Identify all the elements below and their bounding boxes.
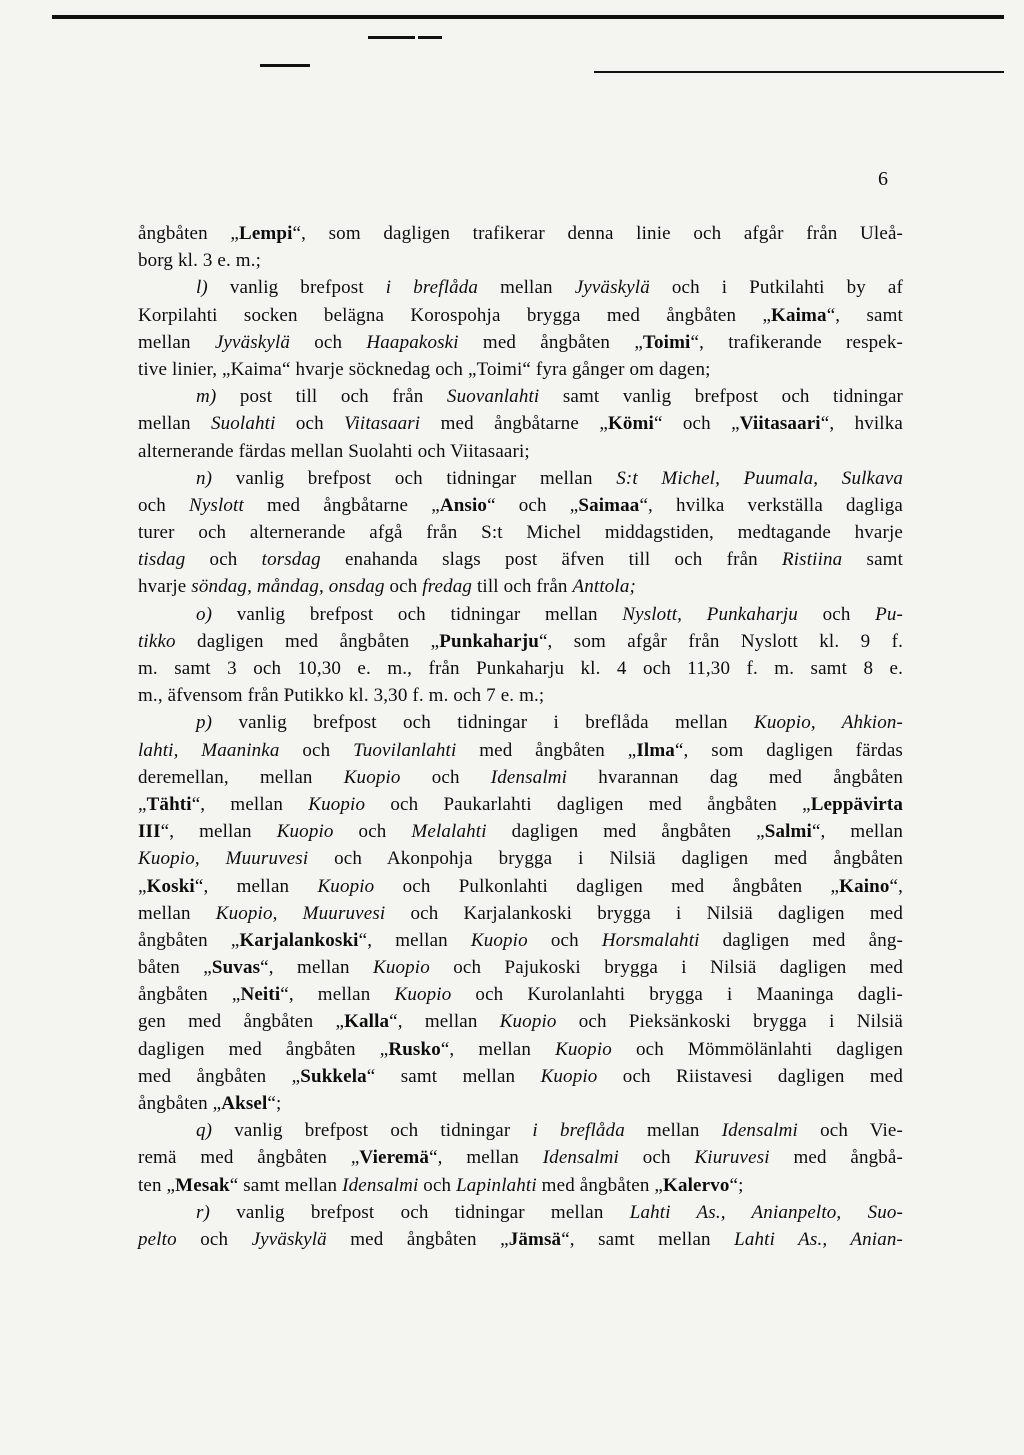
steamer-name: Mesak	[175, 1174, 230, 1196]
text-run: vanlig brefpost och tidningar mellan	[210, 1201, 630, 1223]
place-name: Pu-	[875, 603, 904, 625]
text-run: mellan	[138, 331, 215, 353]
place-name: Kuopio, Muuruvesi	[215, 902, 386, 924]
text-run: dagligen med ångbåten „	[175, 630, 440, 652]
text-run: gen med ångbåten „	[138, 1011, 345, 1033]
text-run: med ångbåten „	[138, 1065, 301, 1087]
steamer-name: Suvas	[211, 957, 261, 979]
text-run: “ och „	[653, 413, 740, 435]
text-run: “, mellan	[280, 984, 395, 1006]
text-line	[138, 954, 903, 981]
text-run: ten „	[138, 1174, 176, 1196]
steamer-name: Lempi	[239, 223, 293, 244]
place-name: Idensalmi	[721, 1120, 798, 1142]
text-line	[138, 573, 903, 600]
scan-edge-line-right	[594, 71, 1004, 73]
steamer-name: Vieremä	[359, 1147, 430, 1169]
text-run: alternerande färdas mellan Suolahti och Viitasaari;	[138, 440, 530, 462]
text-line	[138, 682, 903, 709]
text-run: vanlig brefpost och tidningar	[212, 1120, 533, 1142]
text-line	[138, 655, 903, 682]
text-run: med ångbåten „	[456, 739, 637, 761]
text-run: dagligen med ång-	[699, 929, 903, 951]
text-run: “, mellan	[260, 957, 374, 979]
text-run: och	[279, 739, 354, 761]
place-name: Suovanlahti	[446, 386, 540, 408]
scan-edge-line-dash-3	[260, 64, 310, 67]
text-run: dagligen med ångbåten „	[138, 1038, 389, 1060]
steamer-name: Jämsä	[508, 1228, 562, 1250]
text-run: med ångbåten „	[536, 1174, 664, 1196]
text-line	[138, 845, 903, 872]
text-run: och Riistavesi dagligen med	[597, 1065, 904, 1087]
text-line	[138, 628, 903, 655]
text-run: samt	[842, 549, 904, 571]
place-name: Idensalmi	[490, 766, 568, 788]
text-run: “, mellan	[160, 821, 277, 843]
steamer-name: Kaima	[771, 304, 827, 326]
steamer-name: Kalla	[344, 1011, 390, 1033]
place-name: Ristiina	[782, 549, 843, 571]
text-line	[138, 764, 903, 791]
text-run: och Akonpohja brygga i Nilsiä dagligen med ångbåten	[308, 848, 903, 870]
text-run: “, mellan	[811, 821, 904, 843]
place-name: Kuopio, Ahkion-	[754, 712, 903, 734]
place-name: torsdag	[261, 549, 321, 571]
text-line	[138, 302, 903, 329]
text-run: och	[619, 1147, 695, 1169]
place-name: l)	[196, 277, 208, 299]
text-line	[138, 927, 903, 954]
steamer-name: Salmi	[764, 821, 812, 843]
place-name: Horsmalahti	[601, 929, 700, 951]
text-run: “, som dagligen trafikerar denna linie och afgår från Uleå-	[292, 223, 903, 244]
place-name: r)	[196, 1201, 211, 1223]
text-run: och	[290, 331, 367, 353]
place-name: fredag	[422, 576, 473, 598]
text-run: “;	[729, 1174, 744, 1196]
text-line	[138, 900, 903, 927]
text-line	[138, 601, 903, 628]
place-name: Idensalmi	[542, 1147, 619, 1169]
text-line	[138, 410, 903, 437]
scan-edge-line-dash-2	[418, 36, 442, 39]
place-name: Melalahti	[411, 821, 487, 843]
steamer-name: Tähti	[146, 793, 192, 815]
text-run: „	[138, 793, 147, 815]
steamer-name: Rusko	[388, 1038, 441, 1060]
text-run: mellan	[624, 1120, 722, 1142]
text-line	[138, 737, 903, 764]
place-name: söndag, måndag, onsdag	[191, 576, 385, 598]
text-run: med ångbå-	[769, 1147, 903, 1169]
place-name: m)	[196, 386, 217, 408]
place-name: Viitasaari	[344, 413, 421, 435]
text-run: ångbåten „	[138, 223, 239, 244]
text-line	[138, 356, 903, 383]
text-line	[138, 1172, 903, 1199]
text-line	[138, 709, 903, 736]
text-run: “,	[889, 875, 903, 897]
steamer-name: Sukkela	[300, 1065, 367, 1087]
text-run: deremellan, mellan	[138, 766, 344, 788]
place-name: Kuopio	[394, 984, 452, 1006]
text-run: “ och „	[487, 494, 579, 516]
place-name: Jyväskylä	[574, 277, 650, 299]
text-line	[138, 465, 903, 492]
place-name: Kuopio	[540, 1065, 598, 1087]
text-line	[138, 220, 903, 247]
text-run: “;	[267, 1093, 282, 1114]
steamer-name: Kalervo	[663, 1174, 730, 1196]
text-run: remä med ångbåten „	[138, 1147, 360, 1169]
text-line	[138, 981, 903, 1008]
text-run: med ångbåtarne „	[243, 494, 440, 516]
place-name: tisdag	[138, 549, 186, 571]
text-run: vanlig brefpost	[207, 277, 386, 299]
text-run: “ samt mellan	[229, 1174, 343, 1196]
text-run: “, hvilka verkställa dagliga	[639, 494, 903, 516]
text-run: båten „	[138, 957, 212, 979]
place-name: tikko	[138, 630, 176, 652]
text-run: mellan	[138, 902, 216, 924]
text-run: och Karjalankoski brygga i Nilsiä dagligen med	[385, 902, 903, 924]
text-line	[138, 519, 903, 546]
text-run: “, mellan	[194, 875, 318, 897]
text-line	[138, 329, 903, 356]
place-name: Kiuruvesi	[694, 1147, 770, 1169]
body-text	[138, 220, 903, 1253]
text-line	[138, 818, 903, 845]
place-name: Kuopio	[276, 821, 334, 843]
steamer-name: Saimaa	[578, 494, 640, 516]
text-run: ångbåten „	[138, 929, 240, 951]
text-run: och	[418, 1174, 457, 1196]
text-run: och	[400, 766, 491, 788]
place-name: Kuopio	[317, 875, 375, 897]
steamer-name: Kaino	[839, 875, 890, 897]
text-run: och	[384, 576, 423, 598]
text-run: och Pulkonlahti dagligen med ångbåten „	[374, 875, 840, 897]
text-line	[138, 1199, 903, 1226]
text-line	[138, 791, 903, 818]
text-line	[138, 492, 903, 519]
text-run: m. samt 3 och 10,30 e. m., från Punkaharju kl. 4 och 11,30 f. m. samt 8 e.	[138, 658, 903, 679]
text-run: och	[275, 413, 345, 435]
place-name: Anttola;	[572, 576, 636, 598]
text-run: och	[185, 549, 262, 571]
text-run: och	[527, 929, 602, 951]
text-run: och	[797, 603, 876, 625]
place-name: Jyväskylä	[214, 331, 291, 353]
text-run: mellan	[478, 277, 575, 299]
place-name: S:t Michel, Puumala, Sulkava	[616, 467, 903, 489]
steamer-name: Ansio	[439, 494, 488, 516]
text-run: “, som dagligen färdas	[674, 739, 903, 761]
text-run: “, mellan	[358, 929, 471, 951]
text-run: hvarannan dag med ångbåten	[567, 766, 904, 788]
place-name: Tuovilanlahti	[353, 739, 457, 761]
text-run: enahanda slags post äfven till och från	[320, 549, 782, 571]
text-run: och	[138, 494, 190, 516]
text-run: och	[333, 821, 412, 843]
place-name: p)	[196, 712, 213, 734]
place-name: Kuopio, Muuruvesi	[138, 848, 309, 870]
text-run: samt vanlig brefpost och tidningar	[539, 386, 904, 408]
text-line	[138, 1063, 903, 1090]
place-name: Idensalmi	[342, 1174, 419, 1196]
place-name: i breflåda	[385, 277, 479, 299]
text-run: “, mellan	[429, 1147, 543, 1169]
text-run: mellan	[138, 413, 211, 435]
text-run: och Paukarlahti dagligen med ångbåten „	[365, 793, 811, 815]
text-run: “, mellan	[389, 1011, 500, 1033]
place-name: Kuopio	[343, 766, 401, 788]
text-run: med ångbåten „	[326, 1228, 509, 1250]
place-name: Jyväskylä	[251, 1228, 327, 1250]
text-line	[138, 1036, 903, 1063]
text-run: “, samt mellan	[561, 1228, 735, 1250]
text-line	[138, 274, 903, 301]
text-run: „	[138, 875, 147, 897]
steamer-name: Aksel	[221, 1093, 268, 1114]
place-name: Haapakoski	[366, 331, 459, 353]
text-run: ångbåten „	[138, 984, 241, 1006]
steamer-name: III	[138, 821, 161, 843]
steamer-name: Neiti	[240, 984, 281, 1006]
text-line	[138, 247, 903, 274]
text-run: med ångbåten „	[458, 331, 643, 353]
text-run: borg kl. 3 e. m.;	[138, 250, 262, 272]
text-run: och i Putkilahti by af	[649, 277, 903, 299]
text-line	[138, 546, 903, 573]
steamer-name: Ilma	[636, 739, 675, 761]
text-line	[138, 1226, 903, 1253]
text-run: vanlig brefpost och tidningar mellan	[212, 467, 617, 489]
text-run: vanlig brefpost och tidningar mellan	[212, 603, 623, 625]
text-run: vanlig brefpost och tidningar i breflåda mellan	[212, 712, 755, 734]
steamer-name: Viitasaari	[739, 413, 821, 435]
text-run: och Pieksänkoski brygga i Nilsiä	[556, 1011, 903, 1033]
place-name: n)	[196, 467, 213, 489]
page-number: 6	[878, 168, 888, 190]
text-run: hvarje	[138, 576, 192, 598]
text-run: och Pajukoski brygga i Nilsiä dagligen med	[429, 957, 903, 979]
place-name: pelto	[138, 1228, 177, 1250]
steamer-name: Karjalankoski	[239, 929, 359, 951]
scan-edge-line-top	[52, 15, 1004, 19]
text-run: “, samt	[826, 304, 903, 326]
text-line	[138, 1090, 903, 1117]
text-run: och Kurolanlahti brygga i Maaninga dagli-	[451, 984, 904, 1006]
text-run: tive linier, „Kaima“ hvarje söcknedag och „Toimi“ fyra gånger om dagen;	[138, 358, 711, 380]
text-line	[138, 1008, 903, 1035]
steamer-name: Koski	[146, 875, 195, 897]
text-run: “, som afgår från Nyslott kl. 9 f.	[538, 630, 903, 652]
place-name: Nyslott, Punkaharju	[622, 603, 798, 625]
text-run: “, mellan	[440, 1038, 556, 1060]
place-name: o)	[196, 603, 213, 625]
steamer-name: Toimi	[642, 331, 691, 353]
place-name: Kuopio	[470, 929, 528, 951]
place-name: q)	[196, 1120, 213, 1142]
text-run: turer och alternerande afgå från S:t Michel middagstiden, medtagande hvarje	[138, 522, 903, 544]
text-run: “, trafikerande respek-	[690, 331, 903, 353]
place-name: Lapinlahti	[456, 1174, 537, 1196]
place-name: Kuopio	[308, 793, 366, 815]
steamer-name: Leppävirta	[810, 793, 903, 815]
text-run: och	[176, 1228, 252, 1250]
place-name: Kuopio	[555, 1038, 612, 1060]
place-name: Kuopio	[499, 1011, 557, 1033]
text-run: ångbåten „	[138, 1093, 222, 1114]
place-name: lahti, Maaninka	[138, 739, 280, 761]
text-run: post till och från	[216, 386, 447, 408]
steamer-name: Kömi	[607, 413, 654, 435]
place-name: Lahti As., Anian-	[734, 1228, 903, 1250]
text-run: “, hvilka	[820, 413, 903, 435]
text-line	[138, 383, 903, 410]
text-line	[138, 873, 903, 900]
text-run: till och från	[472, 576, 573, 598]
text-line	[138, 438, 903, 465]
scan-edge-line-dash-1	[368, 36, 415, 39]
text-run: och Vie-	[798, 1120, 903, 1142]
text-run: Korpilahti socken belägna Korospohja brygga med ångbåten „	[138, 304, 772, 326]
text-run: m., äfvensom från Putikko kl. 3,30 f. m. och 7 e. m.;	[138, 685, 545, 707]
place-name: Lahti As., Anianpelto, Suo-	[629, 1201, 903, 1223]
place-name: Nyslott	[189, 494, 244, 516]
text-line	[138, 1117, 903, 1144]
text-run: dagligen med ångbåten „	[486, 821, 765, 843]
text-line	[138, 1144, 903, 1171]
place-name: Kuopio	[373, 957, 430, 979]
text-run: “ samt mellan	[366, 1065, 541, 1087]
steamer-name: Punkaharju	[439, 630, 539, 652]
text-run: och Mömmölänlahti dagligen	[611, 1038, 903, 1060]
place-name: Suolahti	[210, 413, 276, 435]
text-run: “, mellan	[191, 793, 309, 815]
text-run: med ångbåtarne „	[420, 413, 608, 435]
place-name: i breflåda	[532, 1120, 625, 1142]
